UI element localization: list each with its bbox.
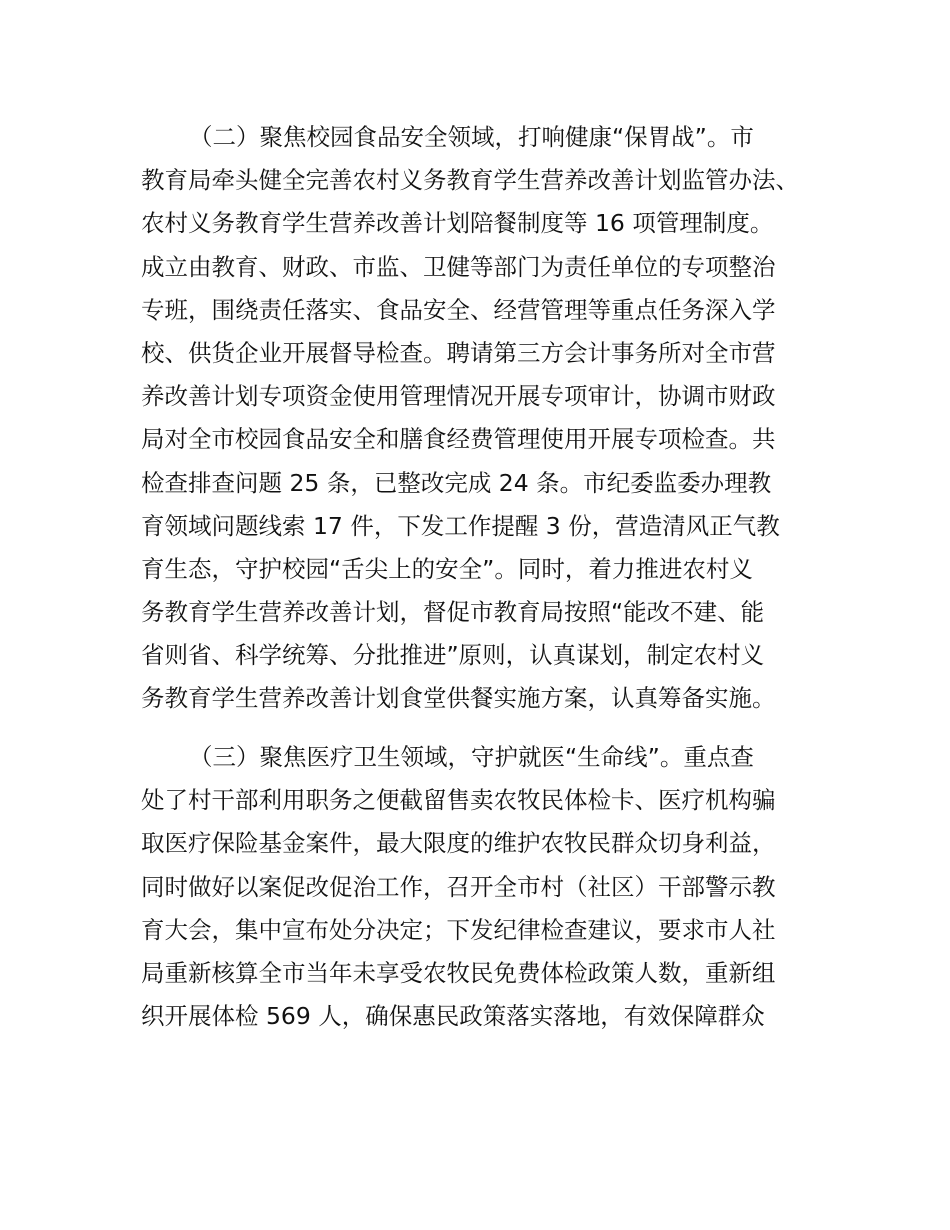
paragraph-line: 织开展体检 569 人，确保惠民政策落实落地，有效保障群众 [141, 1002, 765, 1031]
paragraph-line: （三）聚焦医疗卫生领域，守护就医“生命线”。重点查 [189, 743, 754, 771]
paragraph-line: 校、供货企业开展督导检查。聘请第三方会计事务所对全市营 [141, 338, 776, 367]
paragraph-line: 局对全市校园食品安全和膳食经费管理使用开展专项检查。共 [141, 425, 776, 454]
paragraph-line: 养改善计划专项资金使用管理情况开展专项审计，协调市财政 [141, 382, 776, 411]
paragraph-line: 育大会，集中宣布处分决定；下发纪律检查建议，要求市人社 [141, 915, 776, 944]
paragraph-line: 务教育学生营养改善计划，督促市教育局按照“能改不建、能 [141, 598, 765, 627]
paragraph-line: （二）聚焦校园食品安全领域，打响健康“保胃战”。市 [189, 123, 754, 151]
paragraph-line: 农村义务教育学生营养改善计划陪餐制度等 16 项管理制度。 [141, 209, 774, 238]
paragraph-line: 检查排查问题 25 条，已整改完成 24 条。市纪委监委办理教 [141, 468, 772, 497]
paragraph-line: 教育局牵头健全完善农村义务教育学生营养改善计划监管办法、 [141, 166, 799, 195]
paragraph-line: 专班，围绕责任落实、食品安全、经营管理等重点任务深入学 [141, 295, 776, 324]
paragraph-school-food-safety [141, 116, 821, 721]
paragraph-line: 务教育学生营养改善计划食堂供餐实施方案，认真筹备实施。 [141, 684, 776, 713]
paragraph-line: 育领域问题线索 17 件，下发工作提醒 3 份，营造清风正气教 [141, 511, 780, 540]
paragraph-line: 育生态，守护校园“舌尖上的安全”。同时，着力推进农村义 [141, 554, 753, 583]
paragraph-line: 局重新核算全市当年未享受农牧民免费体检政策人数，重新组 [141, 958, 776, 987]
paragraph-medical-health [141, 736, 821, 1038]
paragraph-line: 同时做好以案促改促治工作，召开全市村（社区）干部警示教 [141, 872, 776, 901]
paragraph-line: 处了村干部利用职务之便截留售卖农牧民体检卡、医疗机构骗 [141, 786, 776, 815]
paragraph-line: 取医疗保险基金案件，最大限度的维护农牧民群众切身利益， [141, 829, 776, 858]
paragraph-line: 省则省、科学统筹、分批推进”原则，认真谋划，制定农村义 [141, 641, 765, 670]
paragraph-line: 成立由教育、财政、市监、卫健等部门为责任单位的专项整治 [141, 252, 776, 281]
